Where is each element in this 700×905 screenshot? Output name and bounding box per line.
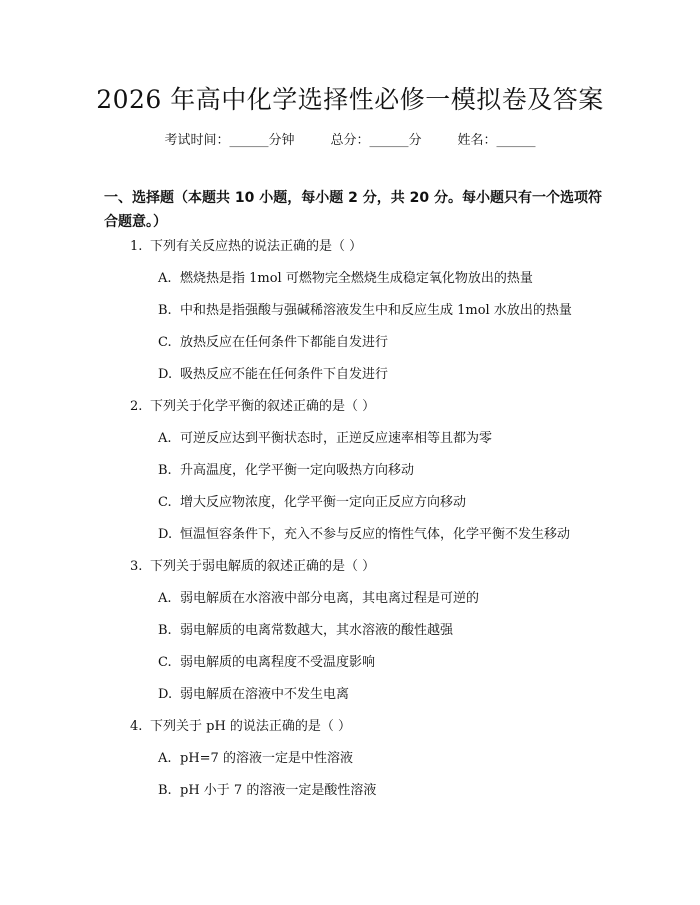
answer-option	[158, 494, 466, 512]
option-text: 可逆反应达到平衡状态时，正逆反应速率相等且都为零	[180, 431, 493, 446]
answer-option	[158, 782, 376, 800]
question-number: 3.	[130, 559, 143, 574]
option-letter: C.	[158, 495, 172, 510]
exam-title: 2026 年高中化学选择性必修一模拟卷及答案	[96, 85, 604, 114]
question-text: 下列关于 pH 的说法正确的是（ ）	[150, 719, 352, 734]
answer-option	[158, 654, 375, 672]
question-stem	[130, 238, 362, 256]
option-letter: B.	[158, 303, 172, 318]
option-letter: A.	[158, 751, 172, 766]
answer-option	[158, 686, 349, 704]
answer-option	[158, 366, 388, 384]
answer-option	[158, 302, 572, 320]
option-letter: B.	[158, 623, 172, 638]
question-text: 下列关于弱电解质的叙述正确的是（ ）	[150, 559, 376, 574]
option-letter: B.	[158, 463, 172, 478]
question-text: 下列有关反应热的说法正确的是（ ）	[150, 239, 363, 254]
option-text: 吸热反应不能在任何条件下自发进行	[180, 367, 389, 382]
question-stem	[130, 558, 375, 576]
question-stem	[130, 398, 375, 416]
answer-option	[158, 462, 414, 480]
answer-option	[158, 270, 533, 288]
exam-time-field: 考试时间：______分钟	[164, 133, 295, 148]
question-number: 1.	[130, 239, 143, 254]
option-text: 燃烧热是指 1mol 可燃物完全燃烧生成稳定氧化物放出的热量	[180, 271, 533, 286]
option-letter: D.	[158, 367, 173, 382]
question-stem	[130, 718, 351, 736]
option-letter: C.	[158, 335, 172, 350]
option-text: 弱电解质在水溶液中部分电离，其电离过程是可逆的	[180, 591, 480, 606]
option-text: 中和热是指强酸与强碱稀溶液发生中和反应生成 1mol 水放出的热量	[180, 303, 572, 318]
question-number: 2.	[130, 399, 143, 414]
answer-option	[158, 622, 453, 640]
option-text: 升高温度，化学平衡一定向吸热方向移动	[180, 463, 415, 478]
answer-option	[158, 526, 570, 544]
option-letter: A.	[158, 431, 172, 446]
option-text: 放热反应在任何条件下都能自发进行	[180, 335, 389, 350]
student-name-field: 姓名：______	[457, 133, 536, 148]
option-letter: D.	[158, 687, 173, 702]
question-text: 下列关于化学平衡的叙述正确的是（ ）	[150, 399, 376, 414]
option-letter: C.	[158, 655, 172, 670]
option-letter: B.	[158, 783, 172, 798]
option-text: 增大反应物浓度，化学平衡一定向正反应方向移动	[180, 495, 467, 510]
question-number: 4.	[130, 719, 143, 734]
option-text: 弱电解质的电离程度不受温度影响	[180, 655, 376, 670]
option-text: 弱电解质的电离常数越大，其水溶液的酸性越强	[180, 623, 454, 638]
option-text: pH 小于 7 的溶液一定是酸性溶液	[180, 783, 377, 798]
option-text: pH=7 的溶液一定是中性溶液	[180, 751, 353, 766]
answer-option	[158, 750, 353, 768]
answer-option	[158, 334, 388, 352]
option-letter: D.	[158, 527, 173, 542]
option-letter: A.	[158, 271, 172, 286]
exam-score-field: 总分：______分	[330, 133, 422, 148]
option-letter: A.	[158, 591, 172, 606]
option-text: 恒温恒容条件下，充入不参与反应的惰性气体，化学平衡不发生移动	[180, 527, 571, 542]
exam-info-line	[0, 132, 700, 150]
option-text: 弱电解质在溶液中不发生电离	[180, 687, 350, 702]
answer-option	[158, 430, 492, 448]
section-heading: 一、选择题（本题共 10 小题，每小题 2 分，共 20 分。每小题只有一个选项符合题意。）	[104, 190, 602, 230]
answer-option	[158, 590, 479, 608]
